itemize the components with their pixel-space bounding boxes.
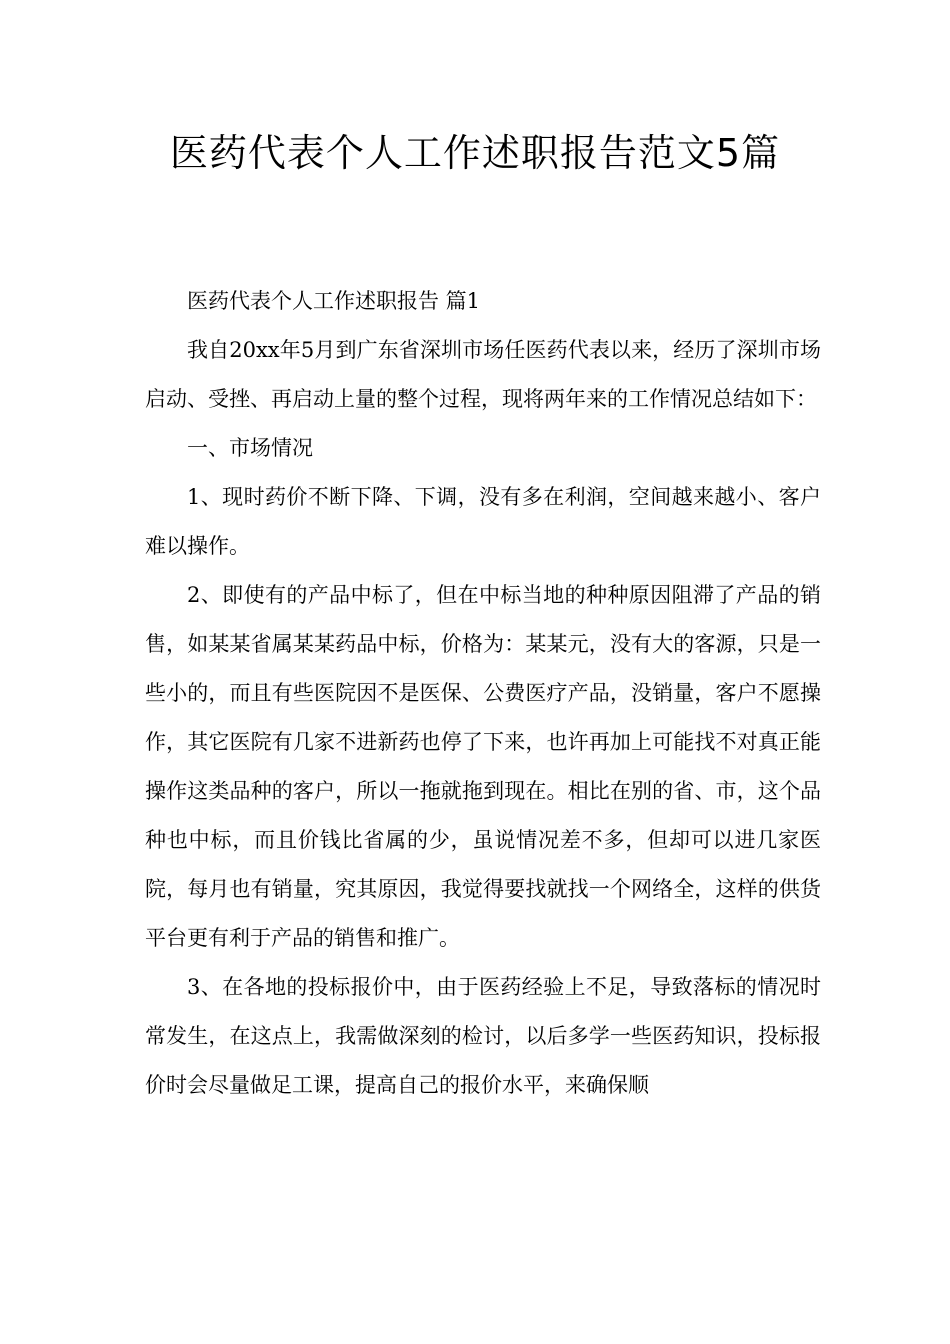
section-heading-market: 一、市场情况 [187,436,313,460]
document-title: 医药代表个人工作述职报告范文5篇 [169,131,781,175]
section-heading-report-1: 医药代表个人工作述职报告 篇1 [187,289,481,313]
market-point-2: 2、即使有的产品中标了，但在中标当地的种种原因阻滞了产品的销售，如某某省属某某药品中标，价格为：某某元，没有大的客源，只是一些小的，而且有些医院因不是医保、公费医疗产品，没销量，客户不愿操作，其它医院有几家不进新药也停了下来，也许再加上可能找不对真正能操作这类品种的客户，所以一拖就拖到现在。相比在别的省、市，这个品种也中标，而且价钱比省属的少，虽说情况差不多，但却可以进几家医院，每月也有销量，究其原因，我觉得要找就找一个网络全，这样的供货平台更有利于产品的销售和推广。 [145,583,821,950]
document-body [145,277,821,1110]
market-point-3: 3、在各地的投标报价中，由于医药经验上不足，导致落标的情况时常发生，在这点上，我需做深刻的检讨，以后多学一些医药知识，投标报价时会尽量做足工课，提高自己的报价水平，来确保顺 [145,975,821,1097]
market-point-1: 1、现时药价不断下降、下调，没有多在利润，空间越来越小、客户难以操作。 [145,485,821,558]
intro-paragraph: 我自20xx年5月到广东省深圳市场任医药代表以来，经历了深圳市场启动、受挫、再启动上量的整个过程，现将两年来的工作情况总结如下： [145,338,821,411]
